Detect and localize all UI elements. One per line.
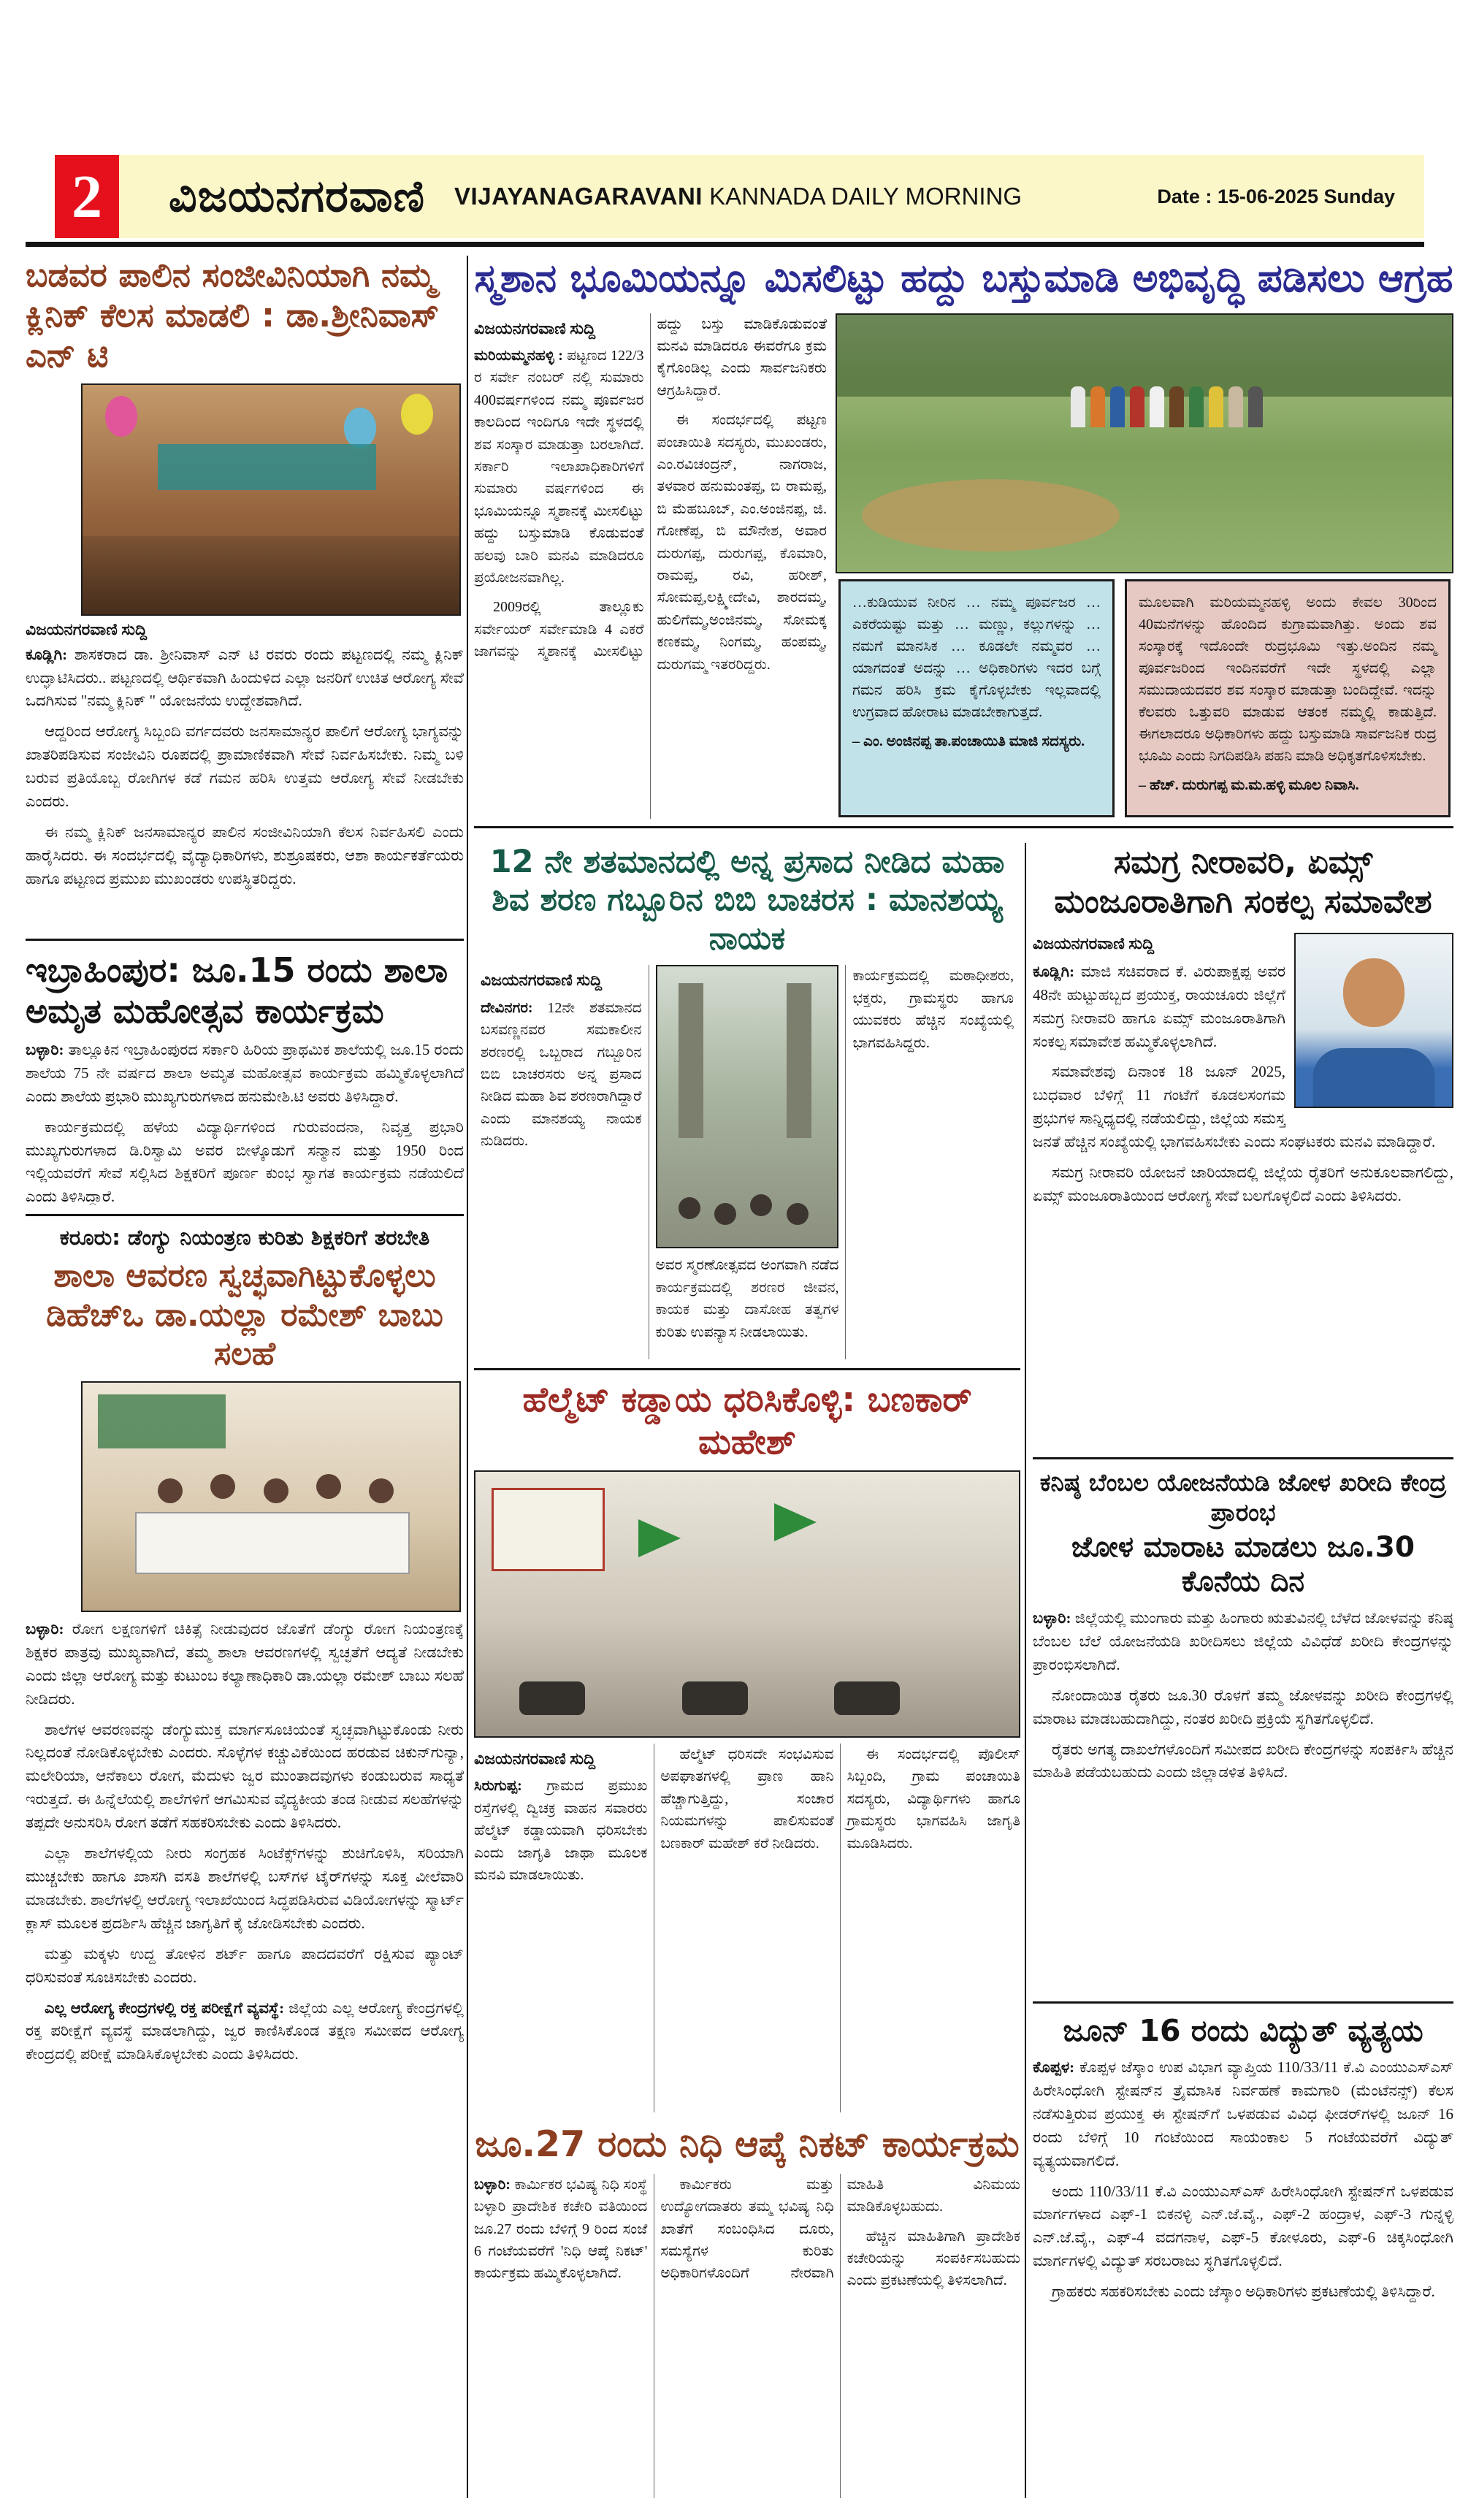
body-paragraph: ದೇವಿನಗರ: 12ನೇ ಶತಮಾನದ ಬಸವಣ್ಣನವರ ಸಮಕಾಲೀನ ಶರಣರಲ್ಲಿ ಒಬ್ಬರಾದ ಗಬ್ಬೂರಿನ ಬಿಬಿ ಬಾಚರಸರು ಅನ್ನ ಪ್ರಸಾದ ನೀಡಿದ ಮಹಾ ಶಿವ ಶರಣರಾಗಿದ್ದಾರೆ ಎಂದು ಮಾನಶಯ್ಯ ನಾಯಕ ನುಡಿದರು. [481,999,642,1150]
cemetery-land-photo [836,313,1453,573]
crowd-shape [83,536,459,614]
balloon-shape [344,408,376,448]
kicker-dengue: ಕರೂರು: ಡೆಂಗ್ಯು ನಿಯಂತ್ರಣ ಕುರಿತು ಶಿಕ್ಷಕರಿಗೆ ತರಬೇತಿ [59,1224,430,1250]
body-paragraph: ಈ ಸಂದರ್ಭದಲ್ಲಿ ಪಟ್ಟಣ ಪಂಚಾಯಿತಿ ಸದಸ್ಯರು, ಮುಖಂಡರು, ಎಂ.ರವಿಚಂದ್ರನ್, ನಾಗರಾಜ, ತಳವಾರ ಹನುಮಂತಪ್ಪ, ಬಿ ರಾಮಪ್ಪ, ಬಿ ಮೆಹಬೂಬ್, ಎಂ.ಅಂಜಿನಪ್ಪ, ಜಿ. ಗೋಣೆಪ್ಪ, ಬಿ ಮೌನೇಶ, ಅವಾರ ದುರುಗಪ್ಪ, ದುರುಗಪ್ಪ, ಕೊಮಾರಿ, ರಾಮಪ್ಪ, ರವಿ, ಹರೀಶ್, ಸೋಮಪ್ಪ,ಲಕ್ಷ್ಮೀದೇವಿ, ಶಾರದಮ್ಮ, ಹುಲಿಗೆಮ್ಮ,ಅಂಜಿನಮ್ಮ, ಸೋಮಕ್ಕ ಕಣಕಮ್ಮ, ನಿಂಗಮ್ಮ, ಹಂಪಮ್ಮ, ದುರುಗಮ್ಮ ಇತರರಿದ್ದರು. [657,412,827,673]
headline-school75: ಇಬ್ರಾಹಿಂಪುರ: ಜೂ.15 ರಂದು ಶಾಲಾ ಅಮೃತ ಮಹೋತ್ಸವ ಕಾರ್ಯಕ್ರಮ [26,950,448,1031]
mound-shape [862,479,1120,551]
face-shape [1343,958,1405,1027]
sharana-col-1 [474,965,649,1359]
article-divider [1033,1457,1453,1459]
column-divider-right [1025,843,1026,2498]
motorbike-shape [834,1681,900,1715]
dateline: ದೇವಿನಗರ: [481,999,533,1016]
temple-gathering-photo [656,965,838,1248]
masthead-band [119,155,1424,238]
motorbike-shape [519,1681,585,1715]
person-shape [264,1478,288,1503]
person-shape [714,1203,736,1225]
body-paragraph: ಹೆಚ್ಚಿನ ಮಾಹಿತಿಗಾಗಿ ಪ್ರಾದೇಶಿಕ ಕಚೇರಿಯನ್ನು ಸಂಪರ್ಕಿಸಬಹುದು ಎಂದು ಪ್ರಕಟಣೆಯಲ್ಲಿ ತಿಳಿಸಲಾಗಿದೆ. [846,2228,1020,2289]
byline: ವಿಜಯನಗರವಾಣಿ ಸುದ್ದಿ [474,1749,596,1768]
byline: ವಿಜಯನಗರವಾಣಿ ಸುದ್ದಿ [481,971,603,990]
article-body-jola [1033,1607,1453,1993]
article-body-smashana [474,313,827,819]
page-number: 2 [55,155,119,238]
quote-signature: – ಎಂ. ಅಂಜಿನಪ್ಪ ತಾ.ಪಂಚಾಯಿತಿ ಮಾಜಿ ಸದಸ್ಯರು. [852,733,1085,749]
person-shape [679,1197,700,1219]
balloon-shape [401,394,433,435]
quote-box-pink [1125,579,1451,817]
body-paragraph: ಬಳ್ಳಾರಿ: ಜಿಲ್ಲೆಯಲ್ಲಿ ಮುಂಗಾರು ಮತ್ತು ಹಿಂಗಾರು ಋತುವಿನಲ್ಲಿ ಬೆಳೆದ ಜೋಳವನ್ನು ಕನಿಷ್ಠ ಬೆಂಬಲ ಬೆಲೆ ಯೋಜನೆಯಡಿ ಖರೀದಿಸಲು ಜಿಲ್ಲೆಯ ವಿವಿಧೆಡೆ ಖರೀದಿ ಕೇಂದ್ರಗಳನ್ನು ಪ್ರಾರಂಭಿಸಲಾಗಿದೆ. [1033,1609,1453,1673]
trees-shape [837,315,1452,397]
dateline: ಕೂಡ್ಲಿಗಿ: [26,645,68,663]
body-paragraph: 2009ರಲ್ಲಿ ತಾಲ್ಲೂಕು ಸರ್ವೇಯರ್ ಸರ್ವೇಮಾಡಿ 4 ಎಕರೆ ಜಾಗವನ್ನು ಸ್ಮಶಾನಕ್ಕೆ ಮೀಸಲಿಟ್ಟು ಹದ್ದು ಬಸ್ತು ಮಾಡಿಕೊಡುವಂತೆ ಮನವಿ ಮಾಡಿದರೂ ಈವರೆಗೂ ಕ್ರಮ ಕೈಗೊಂಡಿಲ್ಲ ಎಂದು ಸಾರ್ವಜನಿಕರು ಆಗ್ರಹಿಸಿದ್ದಾರೆ. [474,316,827,660]
body-paragraph: ಅವರ ಸ್ಮರಣೋತ್ಸವದ ಅಂಗವಾಗಿ ನಡೆದ ಕಾರ್ಯಕ್ರಮದಲ್ಲಿ ಶರಣರ ಜೀವನ, ಕಾಯಕ ಮತ್ತು ದಾಸೋಹ ತತ್ವಗಳ ಕುರಿತು ಉಪನ್ಯಾಸ ನೀಡಲಾಯಿತು. [655,1257,839,1340]
person-shape [158,1478,183,1503]
sharana-col-3 [846,965,1020,1359]
body-paragraph: ಕೊಪ್ಪಳ: ಕೊಪ್ಪಳ ಜೆಸ್ಕಾಂ ಉಪ ವಿಭಾಗ ವ್ಯಾಪ್ತಿಯ 110/33/11 ಕೆ.ವಿ ಎಂಯುಎಸ್‌ಎಸ್ ಹಿರೇಸಿಂಧೋಗಿ ಸ್ಟೇಷನ್‌ನ ತ್ರೈಮಾಸಿಕ ನಿರ್ವಹಣೆ ಕಾಮಗಾರಿ (ಮೆಂಟೆನನ್ಸ್) ಕೆಲಸ ನಡೆಸುತ್ತಿರುವ ಪ್ರಯುಕ್ತ ಈ ಸ್ಟೇಷನ್‌ಗೆ ಒಳಪಡುವ ವಿವಿಧ ಫೀಡರ್‌ಗಳಲ್ಲಿ ಜೂನ್ 16 ರಂದು ಬೆಳಿಗ್ಗೆ 10 ಗಂಟೆಯಿಂದ ಸಾಯಂಕಾಲ 5 ಗಂಟೆಯವರೆಗೆ ವಿದ್ಯುತ್ ವ್ಯತ್ಯಯವಾಗಲಿದೆ. [1033,2058,1453,2169]
article-smashana [474,256,1453,837]
clinic-inauguration-photo [81,383,461,616]
article-divider [474,1368,1020,1370]
banner-shape [492,1488,605,1572]
balloon-shape [105,396,137,437]
date-label: Date : 15-06-2025 Sunday [1157,185,1395,207]
byline: ವಿಜಯನಗರವಾಣಿ ಸುದ್ದಿ [1033,934,1155,953]
byline: ವಿಜಯನಗರವಾಣಿ ಸುದ್ದಿ [474,318,596,337]
person-shape [1189,386,1204,427]
table-shape [135,1512,410,1574]
byline: ವಿಜಯನಗರವಾಣಿ ಸುದ್ದಿ [26,619,148,638]
body-paragraph: ಶಾಲೆಗಳ ಆವರಣವನ್ನು ಡೆಂಗ್ಯುಮುಕ್ತ ಮಾರ್ಗಸೂಚಿಯಂತೆ ಸ್ವಚ್ಛವಾಗಿಟ್ಟುಕೊಂಡು ನೀರು ನಿಲ್ಲದಂತೆ ನೋಡಿಕೊಳ್ಳಬೇಕು ಎಂದರು. ಸೊಳ್ಳೆಗಳ ಕಚ್ಚುವಿಕೆಯಿಂದ ಹರಡುವ ಚಿಕುನ್‌ಗುನ್ಯಾ, ಮಲೇರಿಯಾ, ಆನೆಕಾಲು ರೋಗ, ಮೆದುಳು ಜ್ವರ ಮುಂತಾದವುಗಳು ಕಂಡುಬರುವ ಸಾಧ್ಯತೆ ಇರುತ್ತದೆ. ಈ ಹಿನ್ನೆಲೆಯಲ್ಲಿ ಶಾಲೆಗಳಿಗೆ ಆಗಮಿಸುವ ವೈದ್ಯಕೀಯ ತಂಡ ನೀಡುವ ಸಲಹೆಗಳನ್ನು ತಪ್ಪದೇ ಅನುಸರಿಸಿ ರೋಗ ತಡೆಗೆ ಸಹಕರಿಸಬೇಕು ಎಂದು ತಿಳಿಸಿದರು. [26,1720,464,1832]
headline-nidhi: ಜೂ.27 ರಂದು ನಿಧಿ ಆಪ್ಕೆ ನಿಕಟ್ ಕಾರ್ಯಕ್ರಮ [475,2123,1020,2166]
person-shape [1228,386,1243,427]
person-shape [316,1474,341,1499]
article-body-school75 [26,1039,464,1205]
right-column [1033,843,1453,2498]
pillar-shape [679,983,703,1137]
headline-sharana: 12 ನೇ ಶತಮಾನದಲ್ಲಿ ಅನ್ನ ಪ್ರಸಾದ ನೀಡಿದ ಮಹಾ ಶಿವ ಶರಣ ಗಬ್ಬೂರಿನ ಬಿಬಿ ಬಾಚರಸ : ಮಾನಶಯ್ಯ ನಾಯಕ [489,844,1005,957]
article-body-nidhi [474,2174,1020,2498]
article-body-power [1033,2056,1453,2498]
headline-smashana: ಸ್ಮಶಾನ ಭೂಮಿಯನ್ನೂ ಮಿಸಲಿಟ್ಟು ಹದ್ದು ಬಸ್ತುಮಾಡಿ ಅಭಿವೃದ್ಧಿ ಪಡಿಸಲು ಆಗ್ರಹ [474,256,1453,301]
body-paragraph: ಬಳ್ಳಾರಿ: ಕಾರ್ಮಿಕರ ಭವಿಷ್ಯ ನಿಧಿ ಸಂಸ್ಥೆ ಬಳ್ಳಾರಿ ಪ್ರಾದೇಶಿಕ ಕಚೇರಿ ವತಿಯಿಂದ ಜೂ.27 ರಂದು ಬೆಳಿಗ್ಗೆ 9 ರಿಂದ ಸಂಜೆ 6 ಗಂಟೆಯವರೆಗೆ 'ನಿಧಿ ಆಪ್ಕೆ ನಿಕಟ್' ಕಾರ್ಯಕ್ರಮ ಹಮ್ಮಿಕೊಳ್ಳಲಾಗಿದೆ. [474,2176,648,2282]
dateline: ಮರಿಯಮ್ಮನಹಳ್ಳಿ : [474,348,563,364]
quote-box-blue [838,579,1115,817]
body-paragraph: ಆದ್ದರಿಂದ ಆರೋಗ್ಯ ಸಿಬ್ಬಂದಿ ವರ್ಗದವರು ಜನಸಾಮಾನ್ಯರ ಪಾಲಿಗೆ ಆರೋಗ್ಯ ಭಾಗ್ಯವನ್ನು ಖಾತರಿಪಡಿಸುವ ಸಂಜೀವಿನಿ ರೂಪದಲ್ಲಿ ಪ್ರಾಮಾಣಿಕವಾಗಿ ಸೇವೆ ನಿರ್ವಹಿಸಬೇಕು. ನಿಮ್ಮ ಬಳಿ ಬರುವ ಪ್ರತಿಯೊಬ್ಬ ರೋಗಿಗಳ ಕಡೆ ಗಮನ ಹರಿಸಿ ಉತ್ತಮ ಆರೋಗ್ಯ ಸೇವೆ ನೀಡಬೇಕು ಎಂದರು. [26,722,464,811]
body-paragraph: ಎಲ್ಲ ಆರೋಗ್ಯ ಕೇಂದ್ರಗಳಲ್ಲಿ ರಕ್ತ ಪರೀಕ್ಷೆಗೆ ವ್ಯವಸ್ಥೆ: ಜಿಲ್ಲೆಯ ಎಲ್ಲ ಆರೋಗ್ಯ ಕೇಂದ್ರಗಳಲ್ಲಿ ರಕ್ತ ಪರೀಕ್ಷೆಗೆ ವ್ಯವಸ್ಥೆ ಮಾಡಲಾಗಿದ್ದು, ಜ್ವರ ಕಾಣಿಸಿಕೊಂಡ ತಕ್ಷಣ ಸಮೀಪದ ಆರೋಗ್ಯ ಕೇಂದ್ರದಲ್ಲಿ ಪರೀಕ್ಷೆ ಮಾಡಿಸಿಕೊಳ್ಳಬೇಕು ಎಂದು ತಿಳಿಸಿದರು. [26,1998,464,2063]
body-paragraph: ಸಮಾವೇಶವು ದಿನಾಂಕ 18 ಜೂನ್ 2025, ಬುಧವಾರ ಬೆಳಿಗ್ಗೆ 11 ಗಂಟೆಗೆ ಕೂಡಲಸಂಗಮ ಪ್ರಭುಗಳ ಸಾನ್ನಿಧ್ಯದಲ್ಲಿ ನಡೆಯಲಿದ್ದು, ಜಿಲ್ಲೆಯ ಸಮಸ್ತ ಜನತೆ ಹೆಚ್ಚಿನ ಸಂಖ್ಯೆಯಲ್ಲಿ ಭಾಗವಹಿಸಬೇಕು ಎಂದು ಸಂಘಟಕರು ಮನವಿ ಮಾಡಿದ್ದಾರೆ. [1033,1063,1436,1151]
body-paragraph: ಕಾರ್ಯಕ್ರಮದಲ್ಲಿ ಮಠಾಧೀಶರು, ಭಕ್ತರು, ಗ್ರಾಮಸ್ಥರು ಹಾಗೂ ಯುವಕರು ಹೆಚ್ಚಿನ ಸಂಖ್ಯೆಯಲ್ಲಿ ಭಾಗವಹಿಸಿದ್ದರು. [852,968,1014,1051]
person-shape [787,1203,809,1225]
person-shape [369,1478,394,1503]
body-paragraph: ಸಿರುಗುಪ್ಪ: ಗ್ರಾಮದ ಪ್ರಮುಖ ರಸ್ತೆಗಳಲ್ಲಿ ದ್ವಿಚಕ್ರ ವಾಹನ ಸವಾರರು ಹೆಲ್ಮೆಟ್ ಕಡ್ಡಾಯವಾಗಿ ಧರಿಸಬೇಕು ಎಂದು ಜಾಗೃತಿ ಜಾಥಾ ಮೂಲಕ ಮನವಿ ಮಾಡಲಾಯಿತು. [474,1778,648,1884]
article-divider [26,939,464,941]
person-shape [1110,386,1125,427]
masthead-english-name: VIJAYANAGARAVANI [454,183,703,210]
dengue-training-photo [81,1381,461,1612]
quote-text: ಮೂಲವಾಗಿ ಮರಿಯಮ್ಮನಹಳ್ಳಿ ಅಂದು ಕೇವಲ 30ರಿಂದ 40ಮನೆಗಳನ್ನು ಹೊಂದಿದ ಕುಗ್ರಾಮವಾಗಿತ್ತು. ಅಂದು ಶವ ಸಂಸ್ಕಾರಕ್ಕೆ ಇದೊಂದೇ ರುದ್ರಭೂಮಿ ಇತ್ತು.ಅಂದಿನ ನಮ್ಮ ಪೂರ್ವಜರಿಂದ ಇಂದಿನವರೆಗೆ ಇದೇ ಸ್ಥಳದಲ್ಲಿ ಎಲ್ಲಾ ಸಮುದಾಯದವರ ಶವ ಸಂಸ್ಕಾರ ಮಾಡುತ್ತಾ ಬಂದಿದ್ದೇವೆ. ಇದನ್ನು ಕೆಲವರು ಒತ್ತುವರಿ ಮಾಡುವ ಆತಂಕ ನಮ್ಮಲ್ಲಿ ಕಾಡುತ್ತಿದೆ. ಈಗಲಾದರೂ ಅಧಿಕಾರಿಗಳು ಹದ್ದು ಬಸ್ತುಮಾಡಿ ಸಾರ್ವಜನಿಕ ರುದ್ರ ಭೂಮಿ ಎಂದು ನಿಗದಿಪಡಿಸಿ ಪಹನಿ ಮಾಡಿ ಅಧಿಕೃತಗೊಳಿಸಬೇಕು. [1139,594,1437,764]
masthead-rule [26,242,1424,247]
motorbike-shape [682,1681,748,1715]
person-shape [1248,386,1263,427]
headline-clinic: ಬಡವರ ಪಾಲಿನ ಸಂಜೀವಿನಿಯಾಗಿ ನಮ್ಮ ಕ್ಲಿನಿಕ್ ಕೆಲಸ ಮಾಡಲಿ : ಡಾ.ಶ್ರೀನಿವಾಸ್ ಎನ್ ಟಿ [26,256,440,375]
person-shape [1071,386,1085,427]
dateline: ಬಳ್ಳಾರಿ: [26,1619,64,1638]
body-paragraph: ರೈತರು ಅಗತ್ಯ ದಾಖಲೆಗಳೊಂದಿಗೆ ಸಮೀಪದ ಖರೀದಿ ಕೇಂದ್ರಗಳನ್ನು ಸಂಪರ್ಕಿಸಿ ಹೆಚ್ಚಿನ ಮಾಹಿತಿ ಪಡೆಯಬಹುದು ಎಂದು ಜಿಲ್ಲಾಡಳಿತ ತಿಳಿಸಿದೆ. [1033,1740,1453,1782]
shoulders-shape [1313,1048,1435,1107]
quote-signature: – ಹೆಚ್. ದುರುಗಪ್ಪ ಮ.ಮ.ಹಳ್ಳಿ ಮೂಲ ನಿವಾಸಿ. [1139,776,1359,793]
masthead-english-title [454,183,1022,210]
body-paragraph: ಮರಿಯಮ್ಮನಹಳ್ಳಿ : ಪಟ್ಟಣದ 122/3 ರ ಸರ್ವೇ ನಂಬರ್ ನಲ್ಲಿ ಸುಮಾರು 400ವರ್ಷಗಳಿಂದ ನಮ್ಮ ಪೂರ್ವಜರ ಕಾಲದಿಂದ ಇಂದಿಗೂ ಇದೇ ಸ್ಥಳದಲ್ಲಿ ಶವ ಸಂಸ್ಕಾರ ಮಾಡುತ್ತಾ ಬರಲಾಗಿದೆ. ಸರ್ಕಾರಿ ಇಲಾಖಾಧಿಕಾರಿಗಳಿಗೆ ಸುಮಾರು ವರ್ಷಗಳಿಂದ ಈ ಭೂಮಿಯನ್ನೂ ಸ್ಮಶಾನಕ್ಕೆ ಮೀಸಲಿಟ್ಟು ಹದ್ದು ಬಸ್ತುಮಾಡಿ ಕೊಡುವಂತೆ ಹಲವು ಬಾರಿ ಮನವಿ ಮಾಡಿದರೂ ಪ್ರಯೋಜನವಾಗಿಲ್ಲ. [474,348,644,586]
article-body-clinic [26,644,464,930]
body-paragraph: ಮತ್ತು ಮಕ್ಕಳು ಉದ್ದ ತೋಳಿನ ಶರ್ಟ್ ಹಾಗೂ ಪಾದದವರೆಗೆ ರಕ್ಷಿಸುವ ಪ್ಯಾಂಟ್ ಧರಿಸುವಂತೆ ಸೂಚಿಸಬೇಕು ಎಂದರು. [26,1944,464,1986]
villagers-row-shape [1071,386,1440,427]
person-shape [1150,386,1164,427]
dateline: ಸಿರುಗುಪ್ಪ: [474,1778,522,1795]
masthead-tagline: KANNADA DAILY MORNING [709,183,1022,210]
body-paragraph: ಎಲ್ಲಾ ಶಾಲೆಗಳಲ್ಲಿಯ ನೀರು ಸಂಗ್ರಹಕ ಸಿಂಟೆಕ್ಸ್‌ಗಳನ್ನು ಶುಚಿಗೊಳಿಸಿ, ಸರಿಯಾಗಿ ಮುಚ್ಚಬೇಕು ಹಾಗೂ ಖಾಸಗಿ ವಸತಿ ಶಾಲೆಗಳಲ್ಲಿ ಬಸ್‌ಗಳ ಟೈರ್‌ಗಳನ್ನು ಸೂಕ್ತ ವೀಲೆವಾರಿ ಮಾಡಬೇಕು. ಶಾಲೆಗಳಲ್ಲಿ ಆರೋಗ್ಯ ಇಲಾಖೆಯಿಂದ ಸಿದ್ಧಪಡಿಸಿರುವ ವಿಡಿಯೋಗಳನ್ನು ಸ್ಮಾರ್ಟ್ ಕ್ಲಾಸ್ ಮೂಲಕ ಪ್ರದರ್ಶಿಸಿ ಹೆಚ್ಚಿನ ಜಾಗೃತಿಗೆ ಕೈ ಜೋಡಿಸಬೇಕು ಎಂದರು. [26,1844,464,1932]
dateline: ಕೂಡ್ಲಿಗಿ: [1033,962,1075,980]
inline-subhead: ಎಲ್ಲ ಆರೋಗ್ಯ ಕೇಂದ್ರಗಳಲ್ಲಿ ರಕ್ತ ಪರೀಕ್ಷೆಗೆ ವ್ಯವಸ್ಥೆ: [45,1998,285,2017]
body-paragraph: ಕಾರ್ಯಕ್ರಮದಲ್ಲಿ ಹಳೆಯ ವಿದ್ಯಾರ್ಥಿಗಳಿಂದ ಗುರುವಂದನಾ, ನಿವೃತ್ತ ಪ್ರಭಾರಿ ಮುಖ್ಯಗುರುಗಳಾದ ಡಿ.ರಿಸ್ವಾಮಿ ಅವರ ಬೀಳ್ಕೊಡುಗೆ ಸನ್ಮಾನ ಮತ್ತು 1950 ರಿಂದ ಇಲ್ಲಿಯವರೆಗೆ ಸೇವೆ ಸಲ್ಲಿಸಿದ ಶಿಕ್ಷಕರಿಗೆ ಪೂರ್ಣ ಕುಂಭ ಸ್ವಾಗತ ಕಾರ್ಯಕ್ರಮ ನಡೆಯಲಿದೆ ಎಂದು ತಿಳಿಸಿದ್ದಾರೆ. [26,1118,464,1205]
person-shape [750,1194,772,1216]
headline-jola-line2: ಜೋಳ ಮಾರಾಟ ಮಾಡಲು ಜೂ.30 ಕೊನೆಯ ದಿನ [1071,1530,1415,1599]
body-paragraph: ಬಳ್ಳಾರಿ: ತಾಲ್ಲೂಕಿನ ಇಬ್ರಾಹಿಂಪುರದ ಸರ್ಕಾರಿ ಹಿರಿಯ ಪ್ರಾಥಮಿಕ ಶಾಲೆಯಲ್ಲಿ ಜೂ.15 ರಂದು ಶಾಲೆಯ 75 ನೇ ವರ್ಷದ ಶಾಲಾ ಅಮೃತ ಮಹೋತ್ಸವ ಕಾರ್ಯಕ್ರಮ ಹಮ್ಮಿಕೊಳ್ಳಲಾಗಿದೆ ಎಂದು ಶಾಲೆಯ ಪ್ರಭಾರಿ ಮುಖ್ಯಗುರುಗಳಾದ ಹನುಮೇಶಿ.ಟಿ ಅವರು ತಿಳಿಸಿದ್ದಾರೆ. [26,1040,464,1105]
green-flag-shape [774,1503,817,1541]
person-shape [1130,386,1144,427]
dateline: ಬಳ್ಳಾರಿ: [1033,1609,1071,1627]
leader-portrait-photo [1294,933,1453,1108]
body-paragraph: ಬಳ್ಳಾರಿ: ರೋಗ ಲಕ್ಷಣಗಳಿಗೆ ಚಿಕಿತ್ಸೆ ನೀಡುವುದರ ಜೊತೆಗೆ ಡೆಂಗ್ಯು ರೋಗ ನಿಯಂತ್ರಣಕ್ಕೆ ಶಿಕ್ಷಕರ ಪಾತ್ರವು ಮುಖ್ಯವಾಗಿದೆ, ತಮ್ಮ ಶಾಲಾ ಆವರಣಗಳಲ್ಲಿ ಸ್ವಚ್ಛತೆಗೆ ಆದ್ಯತೆ ನೀಡಬೇಕು ಎಂದು ಜಿಲ್ಲಾ ಆರೋಗ್ಯ ಮತ್ತು ಕುಟುಂಬ ಕಲ್ಯಾಣಾಧಿಕಾರಿ ಡಾ.ಯಲ್ಲಾ ರಮೇಶ್ ಬಾಬು ಸಲಹೆ ನೀಡಿದರು. [26,1619,464,1708]
article-body-helmet [474,1744,1020,2112]
article-body-aims [1033,928,1453,1448]
masthead-kannada-title: ವಿಜಯನಗರವಾಣಿ [169,171,426,222]
headline-helmet: ಹೆಲ್ಮೆಟ್ ಕಡ್ಡಾಯ ಧರಿಸಿಕೊಳ್ಳಿ: ಬಣಕಾರ್ ಮಹೇಶ್ [522,1380,972,1462]
dateline: ಬಳ್ಳಾರಿ: [26,1040,64,1058]
body-paragraph: ಗ್ರಾಹಕರು ಸಹಕರಿಸಬೇಕು ಎಂದು ಜೆಸ್ಕಾಂ ಅಧಿಕಾರಿಗಳು ಪ್ರಕಟಣೆಯಲ್ಲಿ ತಿಳಿಸಿದ್ದಾರೆ. [1052,2283,1435,2301]
article-divider [1033,2001,1453,2004]
body-paragraph: ಸಮಗ್ರ ನೀರಾವರಿ ಯೋಜನೆ ಜಾರಿಯಾದಲ್ಲಿ ಜಿಲ್ಲೆಯ ರೈತರಿಗೆ ಅನುಕೂಲವಾಗಲಿದ್ದು, ಏಮ್ಸ್ ಮಂಜೂರಾತಿಯಿಂದ ಆರೋಗ್ಯ ಸೇವೆ ಬಲಗೊಳ್ಳಲಿದೆ ಎಂದು ತಿಳಿಸಿದರು. [1033,1164,1453,1204]
headline-aims: ಸಮಗ್ರ ನೀರಾವರಿ, ಏಮ್ಸ್ ಮಂಜೂರಾತಿಗಾಗಿ ಸಂಕಲ್ಪ ಸಮಾವೇಶ [1054,844,1432,920]
person-shape [210,1474,235,1499]
smashana-media-block [838,313,1453,819]
person-shape [1090,386,1105,427]
helmet-rally-photo [474,1470,1020,1738]
headline-dengue: ಶಾಲಾ ಆವರಣ ಸ್ವಚ್ಛವಾಗಿಟ್ಟುಕೊಳ್ಳಲು ಡಿಹೆಚ್ಒ ಡಾ.ಯಲ್ಲಾ ರಮೇಶ್ ಬಾಬು ಸಲಹೆ [46,1256,443,1373]
headline-power: ಜೂನ್ 16 ರಂದು ವಿದ್ಯುತ್ ವ್ಯತ್ಯಯ [1063,2013,1423,2048]
body-paragraph: ಹೆಲ್ಮೆಟ್ ಧರಿಸದೇ ಸಂಭವಿಸುವ ಅಪಘಾತಗಳಲ್ಲಿ ಪ್ರಾಣ ಹಾನಿ ಹೆಚ್ಚಾಗುತ್ತಿದ್ದು, ಸಂಚಾರ ನಿಯಮಗಳನ್ನು ಪಾಲಿಸುವಂತೆ ಬಣಕಾರ್ ಮಹೇಶ್ ಕರೆ ನೀಡಿದರು. [660,1746,834,1852]
headline-jola-line1: ಕನಿಷ್ಠ ಬೆಂಬಲ ಯೋಜನೆಯಡಿ ಜೋಳ ಖರೀದಿ ಕೇಂದ್ರ ಪ್ರಾರಂಭ [1039,1468,1447,1527]
quote-text: …ಕುಡಿಯುವ ನೀರಿನ … ನಮ್ಮ ಪೂರ್ವಜರ … ಎಕರೆಯಷ್ಟು ಮತ್ತು … ಮಣ್ಣು, ಕಲ್ಲುಗಳನ್ನು … ನಮಗೆ ಮಾನಸಿಕ … ಕೂಡಲೇ ನಮ್ಮವರ …ಯಾಗದಂತೆ ಅದನ್ನು … ಅಧಿಕಾರಿಗಳು ಇದರ ಬಗ್ಗೆ ಗಮನ ಹರಿಸಿ ಕ್ರಮ ಕೈಗೊಳ್ಳಬೇಕು ಇಲ್ಲವಾದಲ್ಲಿ ಉಗ್ರವಾದ ಹೋರಾಟ ಮಾಡಬೇಕಾಗುತ್ತದೆ. [852,594,1101,720]
column-divider-left [467,256,468,2498]
dateline: ಬಳ್ಳಾರಿ: [474,2176,511,2193]
article-body-dengue [26,1618,464,2492]
body-paragraph: ಈ ಸಂದರ್ಭದಲ್ಲಿ ಪೊಲೀಸ್ ಸಿಬ್ಬಂದಿ, ಗ್ರಾಮ ಪಂಚಾಯಿತಿ ಸದಸ್ಯರು, ವಿದ್ಯಾರ್ಥಿಗಳು ಹಾಗೂ ಗ್ರಾಮಸ್ಥರು ಭಾಗವಹಿಸಿ ಜಾಗೃತಿ ಮೂಡಿಸಿದರು. [846,1746,1020,1852]
person-shape [1169,386,1184,427]
green-flag-shape [638,1519,681,1557]
banner-shape [158,444,376,490]
pillar-shape [787,983,811,1137]
sharana-col-2 [649,965,846,1359]
banner-shape [98,1394,226,1449]
article-divider [26,1214,464,1216]
center-column [474,843,1020,2498]
body-paragraph: ಕೂಡ್ಲಿಗಿ: ಶಾಸಕರಾದ ಡಾ. ಶ್ರೀನಿವಾಸ್ ಎನ್ ಟಿ ರವರು ರಂದು ಪಟ್ಟಣದಲ್ಲಿ ನಮ್ಮ ಕ್ಲಿನಿಕ್ ಉದ್ಘಾಟಿಸಿದರು.. ಪಟ್ಟಣದಲ್ಲಿ ಆರ್ಥಿಕವಾಗಿ ಹಿಂದುಳಿದ ಎಲ್ಲಾ ಜನರಿಗೆ ಉಚಿತ ಆರೋಗ್ಯ ಸೇವೆ ಒದಗಿಸುವ "ನಮ್ಮ ಕ್ಲಿನಿಕ್ " ಯೋಜನೆಯ ಉದ್ದೇಶವಾಗಿದೆ. [26,645,464,710]
body-paragraph: ನೋಂದಾಯಿತ ರೈತರು ಜೂ.30 ರೊಳಗೆ ತಮ್ಮ ಜೋಳವನ್ನು ಖರೀದಿ ಕೇಂದ್ರಗಳಲ್ಲಿ ಮಾರಾಟ ಮಾಡಬಹುದಾಗಿದ್ದು, ನಂತರ ಖರೀದಿ ಪ್ರಕ್ರಿಯೆ ಸ್ಥಗಿತಗೊಳ್ಳಲಿದೆ. [1033,1686,1453,1727]
person-shape [1209,386,1223,427]
dateline: ಕೊಪ್ಪಳ: [1033,2058,1075,2077]
article-divider [474,826,1453,828]
article-body-sharana [474,965,1020,1359]
body-paragraph: ಈ ನಮ್ಮ ಕ್ಲಿನಿಕ್ ಜನಸಾಮಾನ್ಯರ ಪಾಲಿನ ಸಂಜೀವಿನಿಯಾಗಿ ಕೆಲಸ ನಿರ್ವಹಿಸಲಿ ಎಂದು ಹಾರೈಸಿದರು. ಈ ಸಂದರ್ಭದಲ್ಲಿ ವೈದ್ಯಾಧಿಕಾರಿಗಳು, ಶುಶ್ರೂಷಕರು, ಆಶಾ ಕಾರ್ಯಕರ್ತೆಯರು ಹಾಗೂ ಪಟ್ಟಣದ ಪ್ರಮುಖ ಮುಖಂಡರು ಉಪಸ್ಥಿತರಿದ್ದರು. [26,823,464,887]
body-paragraph: ಕಾರ್ಮಿಕರು ಮತ್ತು ಉದ್ಯೋಗದಾತರು ತಮ್ಮ ಭವಿಷ್ಯ ನಿಧಿ ಖಾತೆಗೆ ಸಂಬಂಧಿಸಿದ ದೂರು, ಸಮಸ್ಯೆಗಳ ಕುರಿತು ಅಧಿಕಾರಿಗಳೊಂದಿಗೆ ನೇರವಾಗಿ ಮಾಹಿತಿ ವಿನಿಮಯ ಮಾಡಿಕೊಳ್ಳಬಹುದು. [660,2176,1020,2282]
body-paragraph: ಕೂಡ್ಲಿಗಿ: ಮಾಜಿ ಸಚಿವರಾದ ಕೆ. ವಿರುಪಾಕ್ಷಪ್ಪ ಅವರ 48ನೇ ಹುಟ್ಟುಹಬ್ಬದ ಪ್ರಯುಕ್ತ, ರಾಯಚೂರು ಜಿಲ್ಲೆಗೆ ಸಮಗ್ರ ನೀರಾವರಿ ಹಾಗೂ ಏಮ್ಸ್ ಮಂಜೂರಾತಿಗಾಗಿ ಸಂಕಲ್ಪ ಸಮಾವೇಶ ಹಮ್ಮಿಕೊಳ್ಳಲಾಗಿದೆ. [1033,962,1285,1050]
left-column [26,256,464,2500]
body-paragraph: ಅಂದು 110/33/11 ಕೆ.ವಿ ಎಂಯುಎಸ್‌ಎಸ್ ಹಿರೇಸಿಂಧೋಗಿ ಸ್ಟೇಷನ್‌ಗೆ ಒಳಪಡುವ ಮಾರ್ಗಗಳಾದ ಎಫ್-1 ಬಿಕನಳ್ಳಿ ಎನ್.ಜೆ.ವೈ., ಎಫ್-2 ಹಂದ್ರಾಳ, ಎಫ್-3 ಗುನ್ನಳ್ಳಿ ಎನ್.ಜೆ.ವೈ., ಎಫ್-4 ವದಗನಾಳ, ಎಫ್-5 ಕೋಳೂರು, ಎಫ್-6 ಚಿಕ್ಕಸಿಂಧೋಗಿ ಮಾರ್ಗಗಳಲ್ಲಿ ವಿದ್ಯುತ್ ಸರಬರಾಜು ಸ್ಥಗಿತಗೊಳ್ಳಲಿದೆ. [1033,2182,1453,2270]
